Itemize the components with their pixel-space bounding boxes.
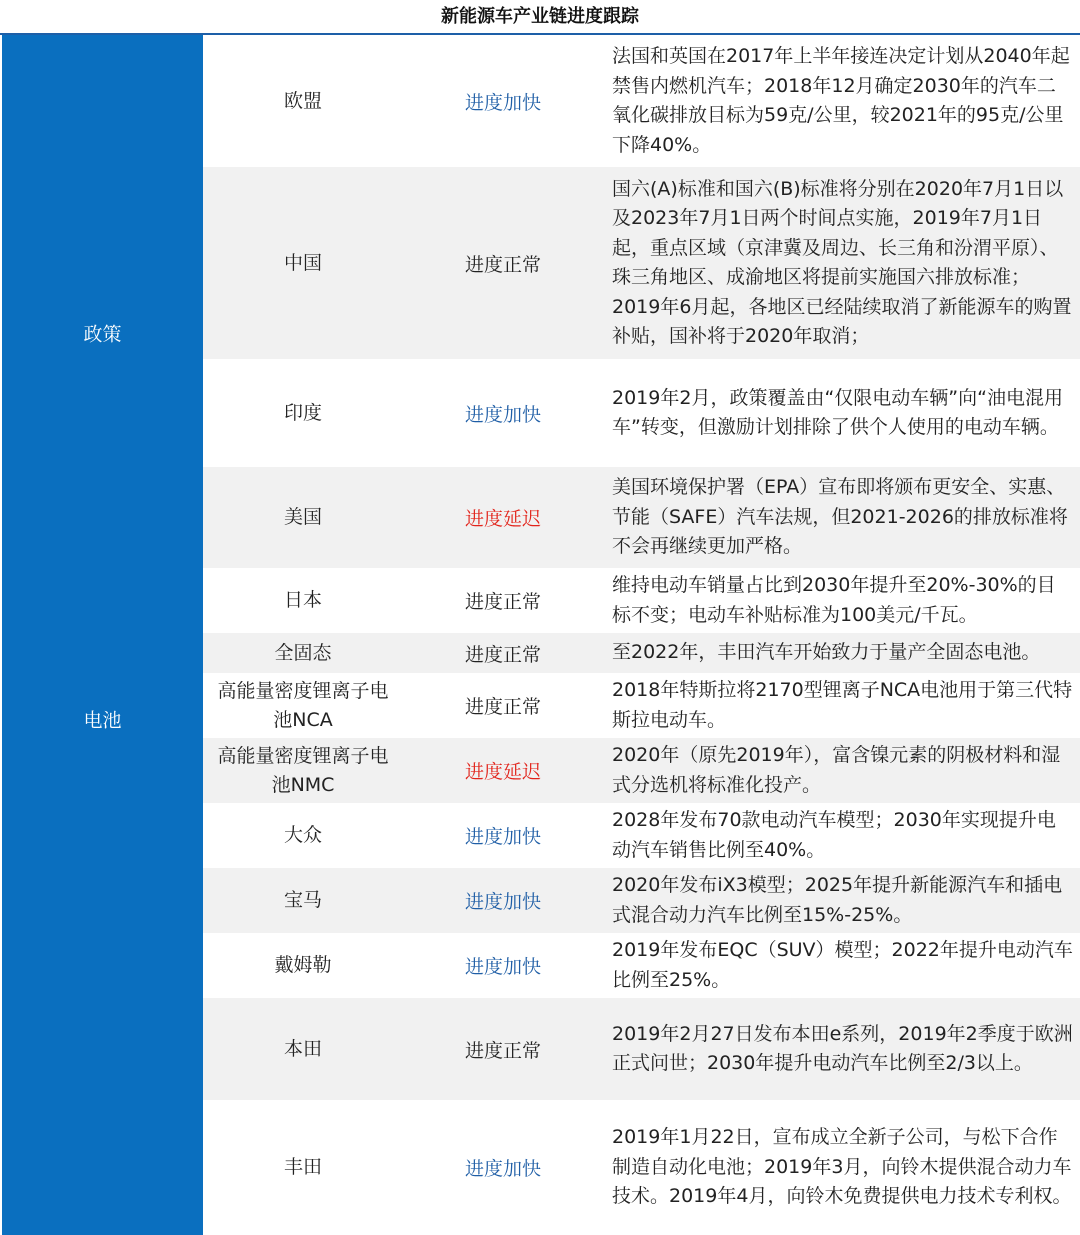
table-row (203, 359, 1080, 467)
row-status: 进度加快 (464, 91, 541, 114)
row-item: 印度 (283, 401, 322, 424)
row-item: 欧盟 (283, 89, 322, 112)
row-item: 宝马 (283, 889, 322, 911)
row-detail: 美国环境保护署（EPA）宣布即将颁布更安全、实惠、节能（SAFE）汽车法规，但2021-2026的排放标准将不会再继续更加严格。 (612, 476, 1068, 558)
row-detail: 2020年发布iX3模型；2025年提升新能源汽车和插电式混合动力汽车比例至15%-25%。 (612, 874, 1063, 926)
row-detail: 2020年（原先2019年），富含镍元素的阴极材料和湿式分选机将标准化投产。 (612, 744, 1061, 796)
row-detail: 2019年2月27日发布本田e系列，2019年2季度于欧洲正式问世；2030年提升电动汽车比例至2/3以上。 (612, 1022, 1073, 1074)
table-row (203, 167, 1080, 359)
table-row (203, 467, 1080, 568)
row-status: 进度加快 (464, 891, 541, 913)
row-status: 进度加快 (464, 826, 541, 848)
row-item: 大众 (283, 824, 322, 846)
table-row (203, 868, 1080, 933)
row-detail: 2018年特斯拉将2170型锂离子NCA电池用于第三代特斯拉电动车。 (612, 679, 1073, 731)
category-column (2, 35, 203, 1235)
row-status: 进度加快 (464, 956, 541, 978)
row-status: 进度延迟 (464, 761, 541, 783)
row-status: 进度正常 (464, 253, 541, 276)
row-detail: 国六(A)标准和国六(B)标准将分别在2020年7月1日以及2023年7月1日两个时间点实施，2019年7月1日起，重点区域（京津冀及周边、长三角和汾渭平原）、珠三角地区、成渝地区将提前实施国六排放标准；2019年6月起，各地区已经陆续取消了新能源车的购置补贴，国补将于2020年取消； (612, 177, 1072, 347)
table-row (203, 1100, 1080, 1235)
row-item: 日本 (283, 589, 322, 611)
table-row (203, 998, 1080, 1100)
row-detail: 法国和英国在2017年上半年接连决定计划从2040年起禁售内燃机汽车；2018年12月确定2030年的汽车二氧化碳排放目标为59克/公里，较2021年的95克/公里下降40%。 (612, 45, 1070, 156)
table-row (203, 633, 1080, 673)
table-row (203, 673, 1080, 738)
row-item: 丰田 (283, 1156, 322, 1178)
table-title: 新能源车产业链进度跟踪 (0, 0, 1080, 35)
row-status: 进度正常 (464, 696, 541, 718)
row-status: 进度正常 (464, 1039, 541, 1062)
progress-table (0, 35, 1080, 1235)
row-item: 全固态 (274, 641, 332, 664)
row-item: 高能量密度锂离子电池NMC (217, 744, 389, 796)
row-detail: 2028年发布70款电动汽车模型；2030年实现提升电动汽车销售比例至40%。 (612, 809, 1056, 861)
table-row (203, 568, 1080, 633)
row-detail: 维持电动车销量占比到2030年提升至20%-30%的目标不变；电动车补贴标准为100美元/千瓦。 (612, 574, 1056, 626)
table-row (203, 803, 1080, 868)
row-status: 进度延迟 (464, 508, 541, 530)
row-status: 进度正常 (464, 591, 541, 613)
row-item: 美国 (283, 506, 322, 528)
table-row (203, 738, 1080, 803)
category-battery: 电池 (83, 709, 122, 732)
table-row (203, 933, 1080, 998)
row-detail: 2019年发布EQC（SUV）模型；2022年提升电动汽车比例至25%。 (612, 939, 1073, 991)
row-detail: 2019年2月，政策覆盖由“仅限电动车辆”向“油电混用车”转变，但激励计划排除了供个人使用的电动车辆。 (612, 386, 1063, 438)
row-detail: 2019年1月22日，宣布成立全新子公司，与松下合作制造自动化电池；2019年3月，向铃木提供混合动力车技术。2019年4月，向铃木免费提供电力技术专利权。 (612, 1126, 1072, 1208)
row-item: 中国 (283, 251, 322, 274)
table-row (203, 35, 1080, 167)
row-item: 戴姆勒 (274, 954, 332, 976)
row-item: 高能量密度锂离子电池NCA (217, 679, 389, 731)
row-status: 进度正常 (464, 643, 541, 666)
row-status: 进度加快 (464, 403, 541, 426)
category-policy: 政策 (83, 323, 122, 346)
row-status: 进度加快 (464, 1158, 541, 1180)
table-rows (203, 35, 1080, 1235)
row-detail: 至2022年，丰田汽车开始致力于量产全固态电池。 (612, 641, 1041, 664)
row-item: 本田 (283, 1037, 322, 1060)
